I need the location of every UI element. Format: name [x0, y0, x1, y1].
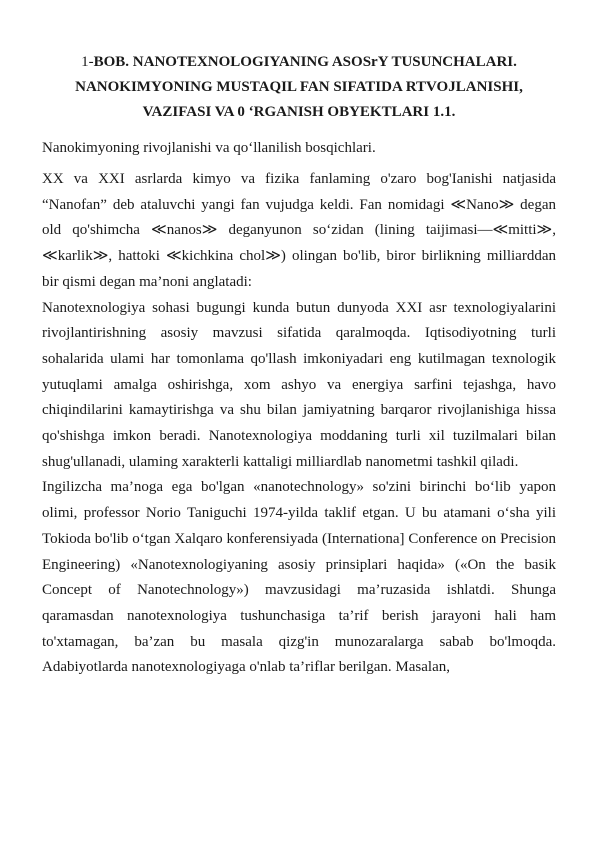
paragraph-1: XX va XXI asrlarda kimyo va fizika fanlaming o'zaro bog'Ianishi natjasida “Nanofan” deb ataluvchi yangi fan vujudga keldi. Fan nomidagi ≪Nano≫ degan old qo'shimcha ≪nanos≫ deganyunon so‘zidan (lining taijimasi—≪mitti≫, ≪karlik≫, hattoki ≪kichkina chol≫) olingan bo'lib, biror birlikning milliarddan bir qismi degan ma’noni anglatadi: — [42, 171, 556, 290]
heading-line-3: VAZIFASI VA 0 ‘RGANISH OBYEKTLARI 1.1. — [142, 104, 456, 120]
heading-line-1-text: BOB. NANOTEXNOLOGIYANING ASOSrY TUSUNCHALARI. — [93, 54, 517, 70]
document-page — [42, 50, 556, 681]
chapter-heading — [42, 50, 556, 125]
paragraph-3: Ingilizcha ma’noga ega bo'lgan «nanotechnology» so'zini birinchi bo‘lib yapon olimi, professor Norio Taniguchi 1974-yilda taklif etgan. U bu atamani o‘sha yili Tokioda bo'lib o‘tgan Xalqaro konferensiyada (Internationa] Conference on Precision Engineering) «Nanotexnologiyaning asosiy prinsiplari haqida» («On the basik Concept of Nanotechnology») mavzusidagi ma’ruzasida ishlatdi. Shunga qaramasdan nanotexnologiya tushunchasiga ta’rif berish jarayoni hali ham to'xtamagan, ba’zan bu masala qizg'in munozaralarga sabab bo'lmoqda. Adabiyotlarda nanotexnologiyaga o'nlab ta’riflar berilgan. Masalan, — [42, 479, 556, 676]
paragraph-2: Nanotexnologiya sohasi bugungi kunda butun dunyoda XXI asr texnologiyalarini rivojlantirishning asosiy mavzusi sifatida qaralmoqda. Iqtisodiyotning turli sohalarida ulami har tomonlama qo'llash imkoniyadari eng kutilmagan texnologik yutuqlami amalga oshirishga, xom ashyo va energiya sarfini tejashga, havo chiqindilarini kamaytirishga va shu bilan jamiyatning barqaror rivojlanishiga hissa qo'shishga imkon beradi. Nanotexnologiya moddaning turli xil tuzilmalari bilan shug'ullanadi, ulaming xarakterli kattaligi milliardlab nanometmi tashkil qiladi. — [42, 299, 556, 470]
heading-prefix: 1- — [81, 54, 94, 70]
heading-line-2: NANOKIMYONING MUSTAQIL FAN SIFATIDA RTVOJLANISHI, — [75, 79, 523, 95]
section-subtitle: Nanokimyoning rivojlanishi va qo‘llanilish bosqichlari. — [42, 140, 376, 156]
heading-line-1 — [42, 50, 556, 75]
